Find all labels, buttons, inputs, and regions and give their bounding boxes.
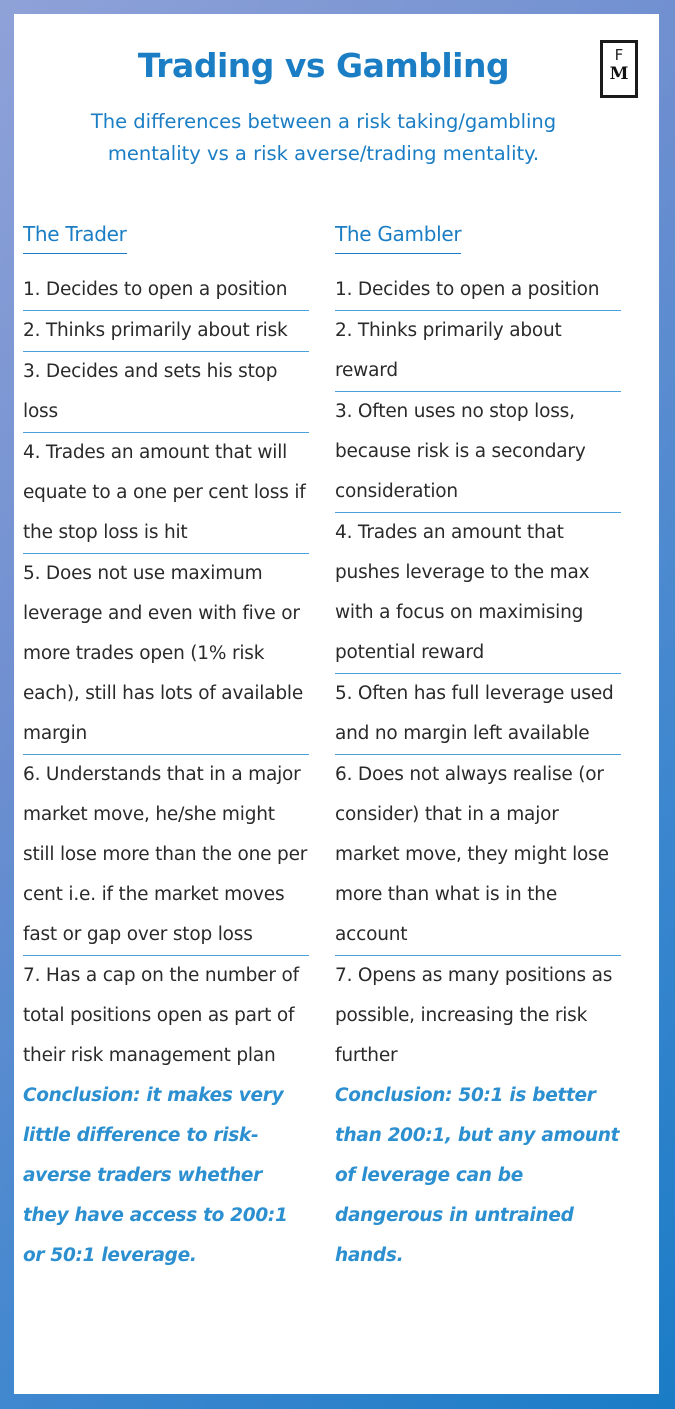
gambler-item-6: 6. Does not always realise (or consider) that in a major market move, they might lose more than what is in the account (335, 755, 621, 956)
page-title: Trading vs Gambling (137, 46, 510, 85)
page-subtitle (0, 106, 661, 170)
trader-item-3: 3. Decides and sets his stop loss (23, 352, 309, 433)
gambler-item-7: 7. Opens as many positions as possible, increasing the risk further (335, 965, 613, 1066)
gambler-list (335, 270, 621, 1076)
gambler-item-5: 5. Often has full leverage used and no margin left available (335, 674, 621, 755)
trader-list (23, 270, 309, 1076)
subtitle-line-1: The differences between a risk taking/gambling (90, 110, 557, 133)
subtitle-line-2: mentality vs a risk averse/trading mentality. (107, 142, 540, 165)
trader-item-4: 4. Trades an amount that will equate to a one per cent loss if the stop loss is hit (23, 433, 309, 554)
trader-item-7: 7. Has a cap on the number of total positions open as part of their risk management plan (23, 965, 299, 1066)
trader-item-6: 6. Understands that in a major market move, he/she might still lose more than the one per cent i.e. if the market moves fast or gap over stop loss (23, 755, 309, 956)
logo-letter-f: F (614, 46, 624, 64)
gambler-item-1: 1. Decides to open a position (335, 270, 621, 311)
gambler-item-3: 3. Often uses no stop loss, because risk is a secondary consideration (335, 392, 621, 513)
gambler-column (335, 218, 621, 1276)
trader-heading: The Trader (23, 218, 127, 254)
gambler-conclusion: Conclusion: 50:1 is better than 200:1, but any amount of leverage can be dangerous in untrained hands. (335, 1085, 620, 1266)
trader-item-1: 1. Decides to open a position (23, 270, 309, 311)
logo-letter-m: M (609, 64, 629, 84)
gambler-item-2: 2. Thinks primarily about reward (335, 311, 621, 392)
trader-column (23, 218, 309, 1276)
trader-conclusion: Conclusion: it makes very little difference to risk-averse traders whether they have access to 200:1 or 50:1 leverage. (23, 1085, 288, 1266)
gambler-item-4: 4. Trades an amount that pushes leverage to the max with a focus on maximising potential reward (335, 513, 621, 674)
trader-item-2: 2. Thinks primarily about risk (23, 311, 309, 352)
trader-item-5: 5. Does not use maximum leverage and even with five or more trades open (1% risk each), still has lots of available margin (23, 554, 309, 755)
gambler-heading: The Gambler (335, 218, 461, 254)
